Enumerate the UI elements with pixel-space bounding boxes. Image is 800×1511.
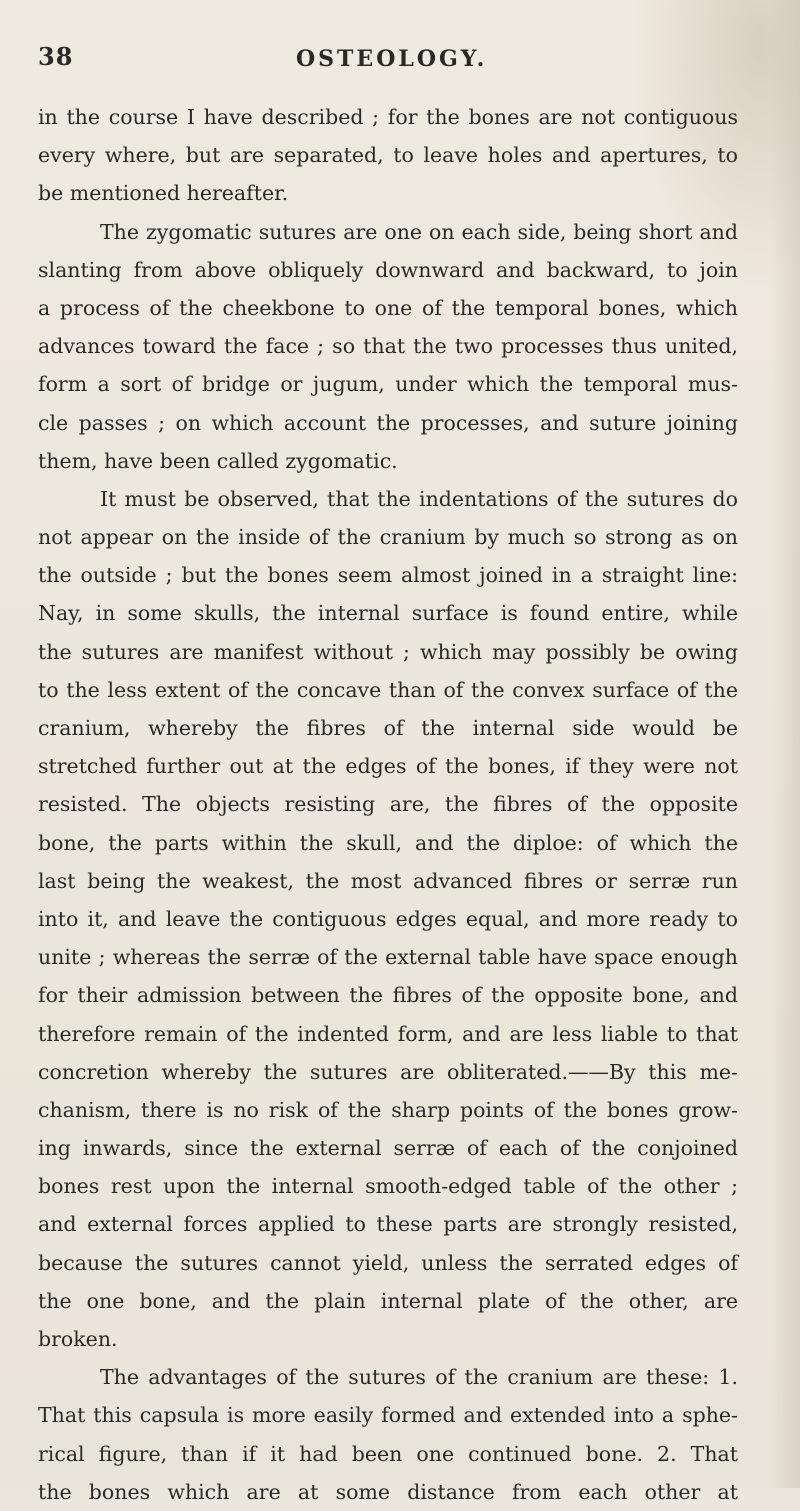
text-line: broken. (38, 1327, 118, 1351)
text-line: It must be observed, that the indentations of the sutures do (100, 486, 738, 511)
text-line: advances toward the face ; so that the two processes thus united, (38, 334, 738, 359)
text-line: The zygomatic sutures are one on each side, being short and (100, 219, 738, 244)
text-line: the one bone, and the plain internal plate of the other, are (38, 1288, 738, 1313)
text-line: bone, the parts within the skull, and the diploe: of which the (38, 830, 738, 855)
text-line: be mentioned hereafter. (38, 181, 289, 206)
text-line: every where, but are separated, to leave holes and apertures, to (38, 143, 738, 168)
text-line: chanism, there is no risk of the sharp points of the bones grow- (38, 1097, 738, 1122)
page-header (38, 42, 738, 82)
page-number: 38 (38, 42, 74, 71)
body-text (38, 98, 738, 1511)
text-line: form a sort of bridge or jugum, under which the temporal mus- (38, 372, 738, 397)
text-line: ing inwards, since the external serræ of each of the conjoined (38, 1136, 738, 1161)
text-line: unite ; whereas the serræ of the external table have space enough (38, 945, 738, 970)
text-line: for their admission between the fibres of the opposite bone, and (38, 983, 738, 1008)
text-line: cle passes ; on which account the processes, and suture joining (38, 410, 738, 435)
text-line: into it, and leave the contiguous edges equal, and more ready to (38, 906, 738, 931)
text-line: slanting from above obliquely downward and backward, to join (38, 257, 738, 282)
text-line: a process of the cheekbone to one of the temporal bones, which (38, 295, 738, 320)
text-line: not appear on the inside of the cranium by much so strong as on (38, 525, 738, 550)
text-line: and external forces applied to these parts are strongly resisted, (38, 1212, 738, 1237)
text-line: therefore remain of the indented form, and are less liable to that (38, 1021, 738, 1046)
text-line: the bones which are at some distance from each other at (38, 1479, 738, 1504)
text-line: rical figure, than if it had been one continued bone. 2. That (38, 1441, 738, 1466)
text-line: Nay, in some skulls, the internal surface is found entire, while (38, 601, 738, 626)
text-line: the outside ; but the bones seem almost joined in a straight line: (38, 563, 738, 588)
text-line: the sutures are manifest without ; which may possibly be owing (38, 639, 738, 664)
text-line: because the sutures cannot yield, unless the serrated edges of (38, 1250, 738, 1275)
text-line: to the less extent of the concave than of the convex surface of the (38, 677, 738, 702)
text-line: them, have been called zygomatic. (38, 448, 398, 473)
text-line: bones rest upon the internal smooth-edged table of the other ; (38, 1174, 738, 1199)
text-line: stretched further out at the edges of the bones, if they were not (38, 754, 738, 779)
text-line: The advantages of the sutures of the cranium are these: 1. (100, 1365, 738, 1390)
text-line: in the course I have described ; for the bones are not contiguous (38, 105, 738, 129)
text-line: That this capsula is more easily formed and extended into a sphe- (38, 1403, 738, 1428)
text-line: last being the weakest, the most advanced fibres or serræ run (38, 868, 738, 893)
page-edge-shadow (770, 0, 800, 1488)
text-line: resisted. The objects resisting are, the fibres of the opposite (38, 792, 738, 817)
running-head: OSTEOLOGY. (296, 46, 488, 72)
text-line: cranium, whereby the fibres of the internal side would be (38, 716, 738, 740)
text-line: concretion whereby the sutures are obliterated.——By this me- (38, 1059, 738, 1084)
